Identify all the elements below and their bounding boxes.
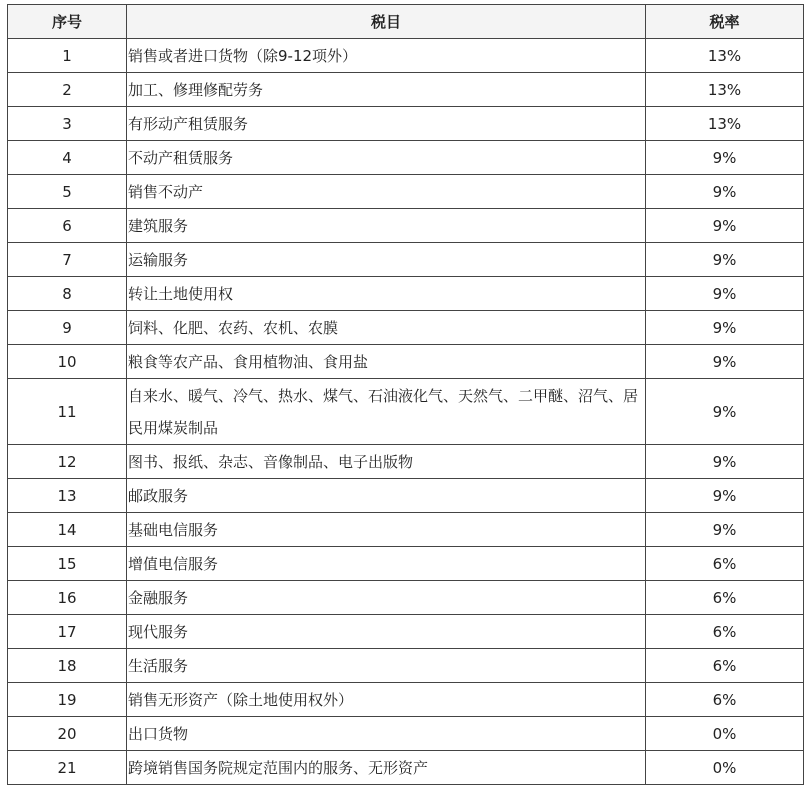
table-row bbox=[8, 513, 804, 547]
cell-rate: 9% bbox=[646, 175, 804, 209]
table-row bbox=[8, 547, 804, 581]
cell-no: 6 bbox=[8, 209, 127, 243]
cell-item: 自来水、暖气、冷气、热水、煤气、石油液化气、天然气、二甲醚、沼气、居民用煤炭制品 bbox=[127, 379, 646, 445]
cell-rate: 9% bbox=[646, 243, 804, 277]
cell-no: 18 bbox=[8, 649, 127, 683]
table-row bbox=[8, 649, 804, 683]
header-item: 税目 bbox=[127, 5, 646, 39]
cell-no: 10 bbox=[8, 345, 127, 379]
table-row bbox=[8, 107, 804, 141]
table-row bbox=[8, 379, 804, 445]
table-header-row bbox=[8, 5, 804, 39]
table-row bbox=[8, 717, 804, 751]
cell-item: 邮政服务 bbox=[127, 479, 646, 513]
cell-rate: 6% bbox=[646, 615, 804, 649]
cell-rate: 9% bbox=[646, 513, 804, 547]
cell-item: 销售不动产 bbox=[127, 175, 646, 209]
table-row bbox=[8, 141, 804, 175]
cell-item: 增值电信服务 bbox=[127, 547, 646, 581]
header-rate: 税率 bbox=[646, 5, 804, 39]
cell-item: 饲料、化肥、农药、农机、农膜 bbox=[127, 311, 646, 345]
cell-rate: 0% bbox=[646, 751, 804, 785]
tax-rate-table-container bbox=[7, 4, 803, 785]
cell-item: 建筑服务 bbox=[127, 209, 646, 243]
cell-no: 5 bbox=[8, 175, 127, 209]
cell-no: 1 bbox=[8, 39, 127, 73]
cell-no: 4 bbox=[8, 141, 127, 175]
cell-item: 转让土地使用权 bbox=[127, 277, 646, 311]
cell-no: 2 bbox=[8, 73, 127, 107]
table-row bbox=[8, 311, 804, 345]
cell-rate: 9% bbox=[646, 479, 804, 513]
table-body bbox=[8, 39, 804, 785]
table-row bbox=[8, 73, 804, 107]
cell-item: 基础电信服务 bbox=[127, 513, 646, 547]
cell-rate: 6% bbox=[646, 649, 804, 683]
cell-item: 图书、报纸、杂志、音像制品、电子出版物 bbox=[127, 445, 646, 479]
cell-rate: 13% bbox=[646, 107, 804, 141]
cell-rate: 6% bbox=[646, 683, 804, 717]
table-row bbox=[8, 445, 804, 479]
cell-no: 13 bbox=[8, 479, 127, 513]
cell-no: 12 bbox=[8, 445, 127, 479]
cell-rate: 13% bbox=[646, 73, 804, 107]
cell-item: 跨境销售国务院规定范围内的服务、无形资产 bbox=[127, 751, 646, 785]
cell-no: 9 bbox=[8, 311, 127, 345]
cell-item: 出口货物 bbox=[127, 717, 646, 751]
table-row bbox=[8, 751, 804, 785]
table-row bbox=[8, 479, 804, 513]
cell-item: 粮食等农产品、食用植物油、食用盐 bbox=[127, 345, 646, 379]
cell-no: 7 bbox=[8, 243, 127, 277]
cell-no: 19 bbox=[8, 683, 127, 717]
cell-no: 14 bbox=[8, 513, 127, 547]
cell-rate: 6% bbox=[646, 581, 804, 615]
cell-no: 15 bbox=[8, 547, 127, 581]
cell-item: 销售或者进口货物（除9-12项外） bbox=[127, 39, 646, 73]
cell-item: 生活服务 bbox=[127, 649, 646, 683]
cell-item: 现代服务 bbox=[127, 615, 646, 649]
cell-item: 销售无形资产（除土地使用权外） bbox=[127, 683, 646, 717]
table-row bbox=[8, 39, 804, 73]
cell-item: 金融服务 bbox=[127, 581, 646, 615]
cell-rate: 6% bbox=[646, 547, 804, 581]
table-row bbox=[8, 683, 804, 717]
cell-no: 20 bbox=[8, 717, 127, 751]
cell-item: 有形动产租赁服务 bbox=[127, 107, 646, 141]
cell-item: 加工、修理修配劳务 bbox=[127, 73, 646, 107]
cell-rate: 9% bbox=[646, 141, 804, 175]
cell-rate: 9% bbox=[646, 209, 804, 243]
table-row bbox=[8, 345, 804, 379]
table-row bbox=[8, 243, 804, 277]
cell-no: 11 bbox=[8, 379, 127, 445]
cell-no: 17 bbox=[8, 615, 127, 649]
cell-rate: 9% bbox=[646, 277, 804, 311]
cell-no: 8 bbox=[8, 277, 127, 311]
cell-rate: 13% bbox=[646, 39, 804, 73]
cell-rate: 9% bbox=[646, 445, 804, 479]
table-row bbox=[8, 581, 804, 615]
table-row bbox=[8, 175, 804, 209]
cell-rate: 9% bbox=[646, 345, 804, 379]
cell-item: 不动产租赁服务 bbox=[127, 141, 646, 175]
cell-rate: 9% bbox=[646, 311, 804, 345]
table-row bbox=[8, 209, 804, 243]
cell-item: 运输服务 bbox=[127, 243, 646, 277]
cell-no: 16 bbox=[8, 581, 127, 615]
tax-rate-table bbox=[7, 4, 804, 785]
cell-no: 21 bbox=[8, 751, 127, 785]
header-no: 序号 bbox=[8, 5, 127, 39]
cell-rate: 9% bbox=[646, 379, 804, 445]
table-row bbox=[8, 277, 804, 311]
cell-no: 3 bbox=[8, 107, 127, 141]
table-row bbox=[8, 615, 804, 649]
cell-rate: 0% bbox=[646, 717, 804, 751]
